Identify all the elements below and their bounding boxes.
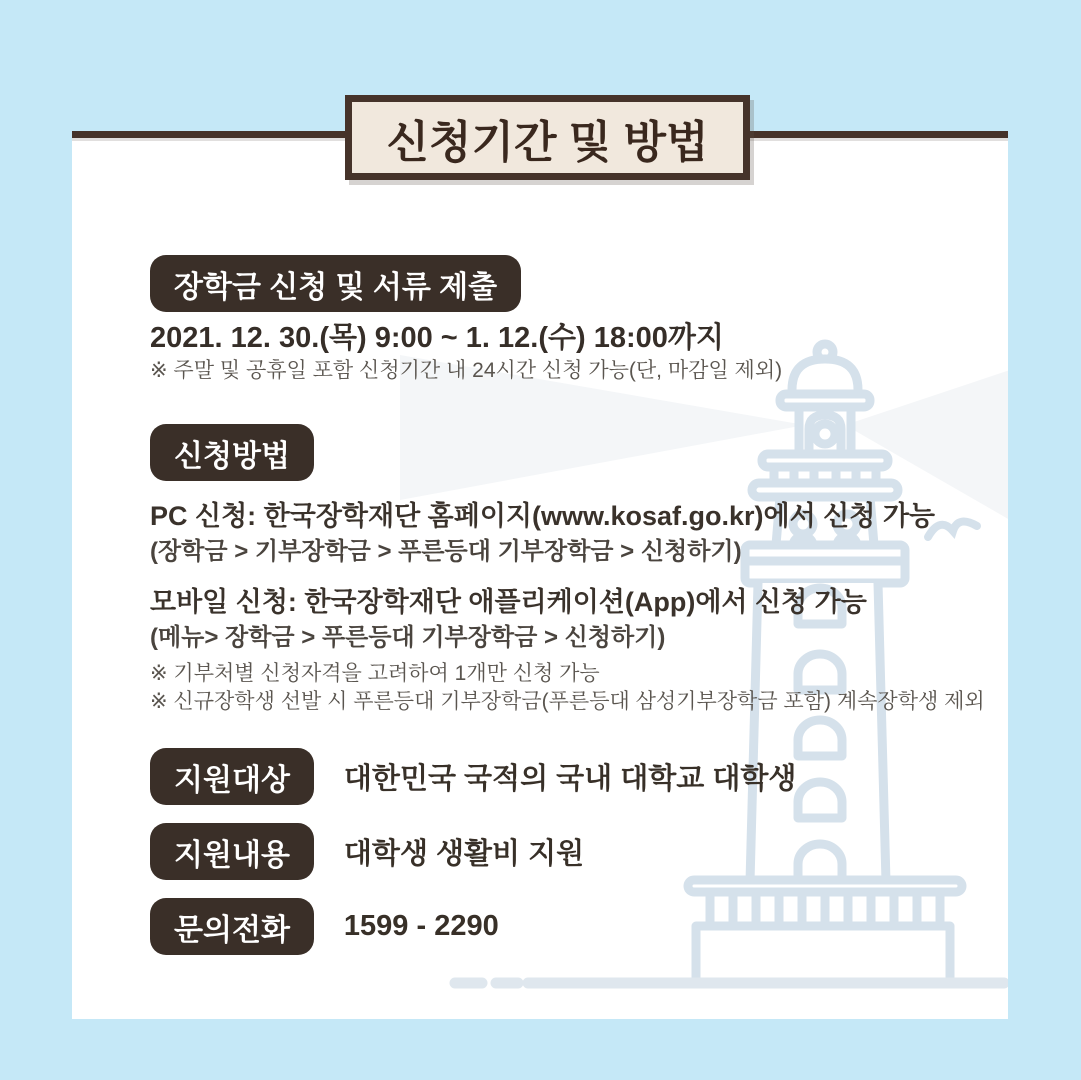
method-note-1: ※ 기부처별 신청자격을 고려하여 1개만 신청 가능 bbox=[150, 662, 600, 685]
mobile-apply-line: 모바일 신청: 한국장학재단 애플리케이션(App)에서 신청 가능 bbox=[150, 587, 867, 617]
method-note-2: ※ 신규장학생 선발 시 푸른등대 기부장학금(푸른등대 삼성기부장학금 포함) 계속장학생 제외 bbox=[150, 690, 985, 713]
pc-apply-line: PC 신청: 한국장학재단 홈페이지(www.kosaf.go.kr)에서 신청 가능 bbox=[150, 501, 936, 531]
support-content-badge: 지원내용 bbox=[150, 823, 314, 880]
submission-section-badge: 장학금 신청 및 서류 제출 bbox=[150, 255, 521, 312]
contact-phone-row bbox=[150, 898, 499, 955]
contact-phone-value: 1599 - 2290 bbox=[343, 910, 499, 942]
page-title-box bbox=[345, 95, 750, 180]
support-target-badge: 지원대상 bbox=[150, 748, 314, 805]
support-target-value: 대한민국 국적의 국내 대학교 대학생 bbox=[343, 763, 797, 795]
application-period: 2021. 12. 30.(목) 9:00 ~ 1. 12.(수) 18:00까지 bbox=[150, 322, 724, 354]
support-content-value: 대학생 생활비 지원 bbox=[343, 838, 585, 870]
contact-phone-badge: 문의전화 bbox=[150, 898, 314, 955]
content-card bbox=[72, 133, 1008, 1019]
pc-apply-path: (장학금 > 기부장학금 > 푸른등대 기부장학금 > 신청하기) bbox=[150, 538, 742, 565]
method-section-badge: 신청방법 bbox=[150, 424, 314, 481]
support-content-row bbox=[150, 823, 584, 880]
mobile-apply-path: (메뉴> 장학금 > 푸른등대 기부장학금 > 신청하기) bbox=[150, 624, 666, 651]
support-target-row bbox=[150, 748, 796, 805]
page-title: 신청기간 및 방법 bbox=[386, 117, 709, 167]
period-note: ※ 주말 및 공휴일 포함 신청기간 내 24시간 신청 가능(단, 마감일 제외) bbox=[150, 359, 783, 382]
